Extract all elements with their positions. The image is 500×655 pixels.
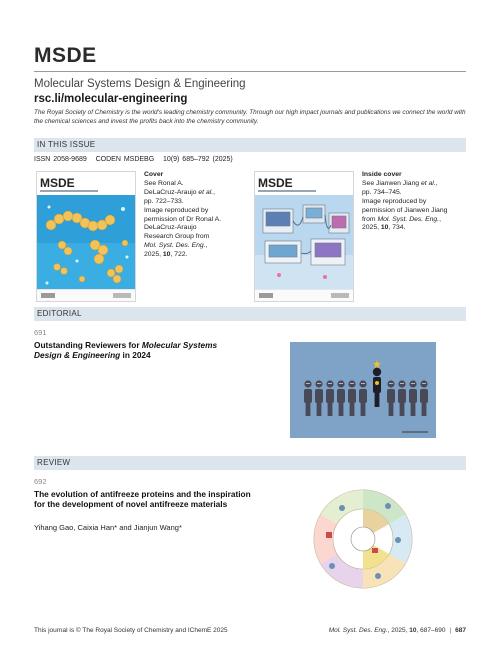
cover-subtitle-bar [40, 190, 98, 192]
inside-cover-caption: Inside cover See Jianwen Jiang et al., pp. 734–745. Image reproduced by permission of Jianwen Jiang from Mol. Syst. Des. Eng., 2025, 10, 734. [362, 171, 454, 233]
reviewers-illustration [290, 342, 436, 438]
review-authors: Yihang Gao, Caixia Han* and Jianjun Wang* [34, 523, 182, 532]
editorial-page-number: 691 [34, 328, 47, 337]
review-page-number: 692 [34, 477, 47, 486]
journal-blurb: The Royal Society of Chemistry is the world's leading chemistry community. Through our high impact journals and publications we connect the world with the chemical sciences and invest the profits back into the chemistry community. [34, 109, 466, 125]
page-number: 687 [455, 627, 466, 634]
editorial-title[interactable]: Outstanding Reviewers for Molecular Systems Design & Engineering in 2024 [34, 340, 218, 361]
footer-citation: Mol. Syst. Des. Eng., 2025, 10, 687–690 | 687 [328, 627, 466, 634]
cover-caption: Cover See Ronal A. DeLaCruz-Araujo et al., pp. 722–733. Image reproduced by permission of Dr Ronal A. DeLaCruz-Araujo Research Group from Mol. Syst. Des. Eng., 2025, 10, 722. [144, 171, 222, 259]
editorial-heading: EDITORIAL [34, 307, 466, 321]
review-heading: REVIEW [34, 456, 466, 470]
review-graphic [312, 488, 414, 590]
cover-caption-title: Cover [144, 171, 164, 178]
header-divider [34, 71, 466, 72]
cover-masthead: MSDE [40, 176, 75, 190]
journal-url[interactable]: rsc.li/molecular-engineering [34, 93, 188, 105]
inside-cover-image[interactable] [254, 171, 354, 302]
inside-cover-artwork [255, 195, 354, 291]
coden: CODEN MSDEBG [95, 156, 155, 163]
inside-cover-footer [255, 289, 353, 301]
inside-cover-subtitle-bar [258, 190, 316, 192]
front-cover-image[interactable] [36, 171, 136, 302]
inside-cover-masthead: MSDE [258, 176, 293, 190]
review-title[interactable]: The evolution of antifreeze proteins and the inspiration for the development of novel antifreeze materials [34, 489, 251, 510]
front-cover-artwork [37, 195, 136, 291]
issn-line [34, 156, 233, 163]
journal-title: MSDE [34, 44, 97, 67]
cover-footer [37, 289, 135, 301]
issn: ISSN 2058-9689 [34, 156, 87, 163]
in-this-issue-heading: IN THIS ISSUE [34, 138, 466, 152]
journal-full-name: Molecular Systems Design & Engineering [34, 78, 246, 90]
editorial-graphic [290, 342, 436, 438]
antifreeze-wheel-diagram [312, 488, 414, 590]
volume-pages: 10(9) 685–792 (2025) [163, 156, 233, 163]
footer-copyright: This journal is © The Royal Society of Chemistry and IChemE 2025 [34, 627, 228, 634]
inside-cover-caption-title: Inside cover [362, 171, 402, 178]
